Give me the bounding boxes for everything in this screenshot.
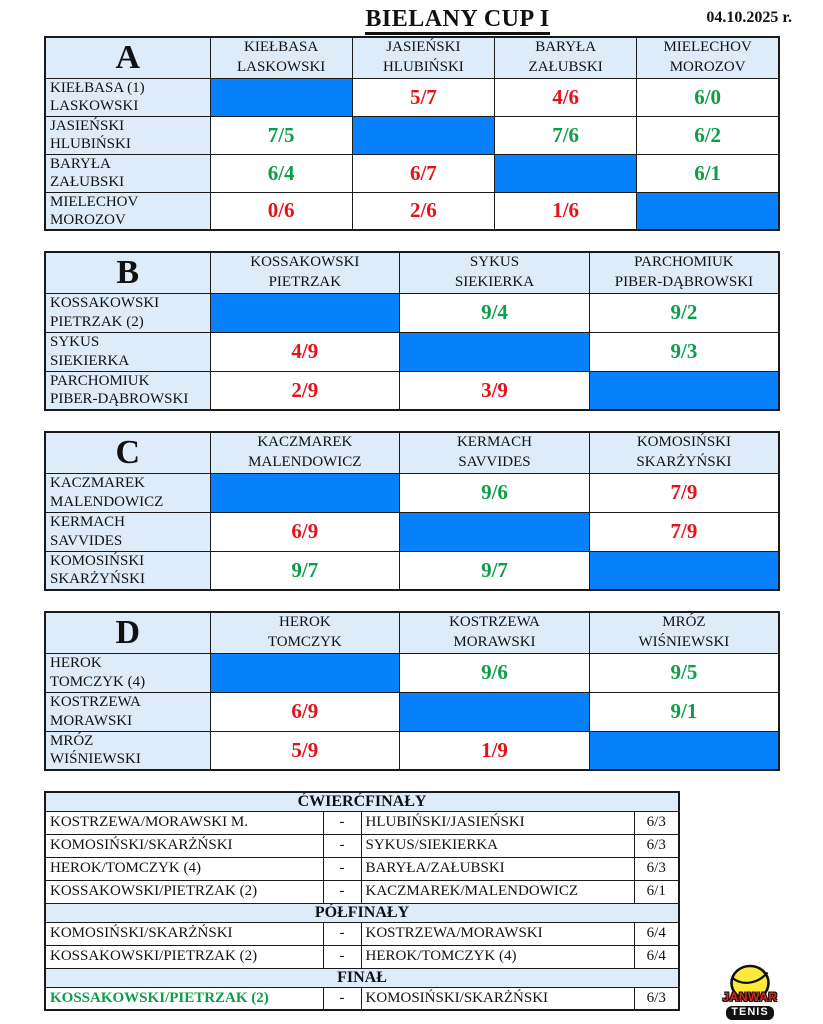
score-cell: 5/9 bbox=[210, 731, 400, 770]
group-data-row bbox=[45, 731, 779, 770]
group-data-row bbox=[45, 512, 779, 551]
group-header-row bbox=[45, 37, 779, 78]
match-left-team: KOSSAKOWSKI/PIETRZAK (2) bbox=[45, 880, 323, 903]
player-name-line: HEROK bbox=[50, 655, 102, 672]
group-table-A bbox=[44, 36, 780, 231]
score-cell: 4/6 bbox=[495, 78, 637, 116]
group-data-row bbox=[45, 116, 779, 154]
opponent-name-line: HLUBIŃSKI bbox=[382, 58, 464, 75]
match-right-team: KACZMAREK/MALENDOWICZ bbox=[361, 880, 634, 903]
score-cell: 2/9 bbox=[210, 371, 400, 410]
opponent-name-line: KIEŁBASA bbox=[244, 39, 319, 56]
opponent-header bbox=[352, 37, 494, 78]
player-row-label bbox=[45, 371, 210, 410]
opponent-name-line: SAVVIDES bbox=[458, 453, 531, 470]
score-cell: 9/7 bbox=[400, 551, 590, 590]
group-letter: A bbox=[45, 37, 210, 78]
player-name-line: KACZMAREK bbox=[50, 475, 146, 492]
player-name-line: LASKOWSKI bbox=[50, 98, 139, 114]
score-cell: 9/6 bbox=[400, 653, 590, 692]
score-cell: 7/5 bbox=[210, 116, 352, 154]
score-cell: 4/9 bbox=[210, 332, 400, 371]
group-header-row bbox=[45, 252, 779, 293]
opponent-name-line: PARCHOMIUK bbox=[634, 254, 734, 271]
player-name-line: HLUBIŃSKI bbox=[50, 136, 131, 152]
group-data-row bbox=[45, 293, 779, 332]
match-separator: - bbox=[323, 987, 361, 1010]
player-row-label bbox=[45, 293, 210, 332]
player-name-line: SKARŻYŃSKI bbox=[50, 571, 146, 588]
opponent-header bbox=[210, 612, 400, 653]
header bbox=[0, 0, 823, 36]
opponent-name-line: KOMOSIŃSKI bbox=[636, 434, 731, 451]
player-row-label bbox=[45, 653, 210, 692]
player-name-line: KERMACH bbox=[50, 514, 126, 531]
match-separator: - bbox=[323, 880, 361, 903]
group-data-row bbox=[45, 473, 779, 512]
diagonal-cell bbox=[400, 332, 590, 371]
logo-text-janwar: JANWAR bbox=[722, 990, 778, 1004]
opponent-header bbox=[400, 612, 590, 653]
opponent-header bbox=[589, 612, 779, 653]
opponent-header bbox=[210, 432, 400, 473]
opponent-name-line: PIBER-DĄBROWSKI bbox=[614, 273, 754, 290]
opponent-name-line: KACZMAREK bbox=[257, 434, 353, 451]
player-name-line: KOMOSIŃSKI bbox=[50, 553, 145, 570]
opponent-name-line: HEROK bbox=[278, 614, 331, 631]
player-row-label bbox=[45, 192, 210, 230]
playoff-match-row bbox=[45, 880, 679, 903]
opponent-name-line: SYKUS bbox=[469, 254, 520, 271]
playoff-match-row bbox=[45, 811, 679, 834]
player-name-line: WIŚNIEWSKI bbox=[50, 751, 141, 768]
playoff-body bbox=[45, 792, 679, 1010]
match-left-team: HEROK/TOMCZYK (4) bbox=[45, 857, 323, 880]
playoff-section-title: FINAŁ bbox=[45, 968, 679, 987]
opponent-name-line: MALENDOWICZ bbox=[248, 453, 362, 470]
score-cell: 6/0 bbox=[637, 78, 779, 116]
tournament-date: 04.10.2025 r. bbox=[706, 9, 792, 26]
match-left-team: KOSSAKOWSKI/PIETRZAK (2) bbox=[45, 945, 323, 968]
score-cell: 5/7 bbox=[352, 78, 494, 116]
player-name-line: TOMCZYK (4) bbox=[50, 673, 146, 690]
diagonal-cell bbox=[589, 371, 779, 410]
player-row-label bbox=[45, 731, 210, 770]
group-data-row bbox=[45, 154, 779, 192]
player-name-line: PARCHOMIUK bbox=[50, 373, 150, 390]
logo bbox=[718, 964, 782, 1020]
match-score: 6/3 bbox=[634, 811, 679, 834]
diagonal-cell bbox=[400, 692, 590, 731]
match-separator: - bbox=[323, 811, 361, 834]
match-right-team: BARYŁA/ZAŁUBSKI bbox=[361, 857, 634, 880]
opponent-header bbox=[637, 37, 779, 78]
match-separator: - bbox=[323, 945, 361, 968]
group-tables bbox=[44, 36, 780, 771]
player-row-label bbox=[45, 512, 210, 551]
match-right-team: HLUBIŃSKI/JASIEŃSKI bbox=[361, 811, 634, 834]
player-row-label bbox=[45, 78, 210, 116]
diagonal-cell bbox=[495, 154, 637, 192]
player-name-line: MOROZOV bbox=[50, 211, 126, 228]
diagonal-cell bbox=[210, 653, 400, 692]
match-right-team: KOMOSIŃSKI/SKARŻŃSKI bbox=[361, 987, 634, 1010]
group-data-row bbox=[45, 692, 779, 731]
player-name-line: SYKUS bbox=[50, 334, 100, 351]
score-cell: 6/4 bbox=[210, 154, 352, 192]
match-left-team: KOMOSIŃSKI/SKARŻŃSKI bbox=[45, 834, 323, 857]
player-name-line: MORAWSKI bbox=[50, 712, 133, 729]
opponent-name-line: KOSSAKOWSKI bbox=[250, 254, 360, 271]
score-cell: 9/5 bbox=[589, 653, 779, 692]
opponent-name-line: MIELECHOV bbox=[663, 39, 752, 56]
player-name-line: KOSTRZEWA bbox=[50, 694, 141, 711]
opponent-name-line: MOROZOV bbox=[669, 58, 746, 75]
player-name-line: KOSSAKOWSKI bbox=[50, 295, 160, 312]
score-cell: 0/6 bbox=[210, 192, 352, 230]
opponent-name-line: ZAŁUBSKI bbox=[528, 58, 603, 75]
opponent-name-line: SKARŻYŃSKI bbox=[636, 453, 732, 470]
opponent-header bbox=[210, 37, 352, 78]
match-score: 6/4 bbox=[634, 945, 679, 968]
diagonal-cell bbox=[352, 116, 494, 154]
score-cell: 6/9 bbox=[210, 692, 400, 731]
player-row-label bbox=[45, 332, 210, 371]
playoff-section-header-row bbox=[45, 792, 679, 811]
score-cell: 6/9 bbox=[210, 512, 400, 551]
diagonal-cell bbox=[210, 473, 400, 512]
opponent-name-line: PIETRZAK bbox=[268, 273, 342, 290]
score-cell: 9/6 bbox=[400, 473, 590, 512]
playoff-section-title: ĆWIERĆFINAŁY bbox=[45, 792, 679, 811]
group-table-C bbox=[44, 431, 780, 591]
diagonal-cell bbox=[400, 512, 590, 551]
opponent-name-line: MORAWSKI bbox=[453, 633, 536, 650]
diagonal-cell bbox=[210, 78, 352, 116]
playoff-table bbox=[44, 791, 680, 1011]
match-right-team: SYKUS/SIEKIERKA bbox=[361, 834, 634, 857]
opponent-name-line: TOMCZYK bbox=[267, 633, 342, 650]
group-data-row bbox=[45, 78, 779, 116]
playoff-match-row bbox=[45, 834, 679, 857]
score-cell: 6/1 bbox=[637, 154, 779, 192]
playoff-section-header-row bbox=[45, 968, 679, 987]
playoff-match-row bbox=[45, 987, 679, 1010]
player-name-line: ZAŁUBSKI bbox=[50, 174, 125, 190]
player-row-label bbox=[45, 154, 210, 192]
group-letter: B bbox=[45, 252, 210, 293]
score-cell: 9/2 bbox=[589, 293, 779, 332]
match-score: 6/4 bbox=[634, 922, 679, 945]
player-name-line: PIBER-DĄBROWSKI bbox=[50, 391, 189, 408]
score-cell: 3/9 bbox=[400, 371, 590, 410]
diagonal-cell bbox=[589, 551, 779, 590]
opponent-header bbox=[400, 252, 590, 293]
opponent-header bbox=[495, 37, 637, 78]
playoff-match-row bbox=[45, 945, 679, 968]
score-cell: 6/2 bbox=[637, 116, 779, 154]
match-score: 6/3 bbox=[634, 987, 679, 1010]
group-data-row bbox=[45, 332, 779, 371]
group-table-B bbox=[44, 251, 780, 411]
match-right-team: KOSTRZEWA/MORAWSKI bbox=[361, 922, 634, 945]
match-separator: - bbox=[323, 922, 361, 945]
group-table-D bbox=[44, 611, 780, 771]
diagonal-cell bbox=[210, 293, 400, 332]
match-score: 6/1 bbox=[634, 880, 679, 903]
group-letter: C bbox=[45, 432, 210, 473]
player-row-label bbox=[45, 692, 210, 731]
group-header-row bbox=[45, 432, 779, 473]
player-name-line: SAVVIDES bbox=[50, 532, 123, 549]
score-cell: 1/9 bbox=[400, 731, 590, 770]
match-score: 6/3 bbox=[634, 834, 679, 857]
playoff-section-title: PÓŁFINAŁY bbox=[45, 903, 679, 922]
opponent-name-line: WIŚNIEWSKI bbox=[638, 633, 730, 650]
score-cell: 2/6 bbox=[352, 192, 494, 230]
opponent-name-line: LASKOWSKI bbox=[236, 58, 326, 75]
opponent-name-line: MRÓZ bbox=[662, 614, 706, 631]
match-right-team: HEROK/TOMCZYK (4) bbox=[361, 945, 634, 968]
player-name-line: PIETRZAK (2) bbox=[50, 313, 144, 330]
player-name-line: MRÓZ bbox=[50, 733, 94, 750]
match-separator: - bbox=[323, 857, 361, 880]
match-separator: - bbox=[323, 834, 361, 857]
score-cell: 7/9 bbox=[589, 512, 779, 551]
match-left-team: KOSTRZEWA/MORAWSKI M. bbox=[45, 811, 323, 834]
playoff-match-row bbox=[45, 922, 679, 945]
match-left-team: KOMOSIŃSKI/SKARŻŃSKI bbox=[45, 922, 323, 945]
opponent-header bbox=[589, 432, 779, 473]
group-data-row bbox=[45, 653, 779, 692]
score-cell: 7/6 bbox=[495, 116, 637, 154]
diagonal-cell bbox=[637, 192, 779, 230]
group-letter: D bbox=[45, 612, 210, 653]
match-score: 6/3 bbox=[634, 857, 679, 880]
opponent-name-line: BARYŁA bbox=[535, 39, 597, 56]
score-cell: 7/9 bbox=[589, 473, 779, 512]
page-title: BIELANY CUP I bbox=[365, 7, 549, 35]
opponent-header bbox=[400, 432, 590, 473]
score-cell: 1/6 bbox=[495, 192, 637, 230]
opponent-name-line: KERMACH bbox=[456, 434, 532, 451]
score-cell: 9/1 bbox=[589, 692, 779, 731]
group-data-row bbox=[45, 192, 779, 230]
opponent-header bbox=[589, 252, 779, 293]
score-cell: 6/7 bbox=[352, 154, 494, 192]
opponent-header bbox=[210, 252, 400, 293]
score-cell: 9/4 bbox=[400, 293, 590, 332]
playoff-match-row bbox=[45, 857, 679, 880]
diagonal-cell bbox=[589, 731, 779, 770]
player-row-label bbox=[45, 116, 210, 154]
player-name-line: MIELECHOV bbox=[50, 193, 139, 210]
opponent-name-line: SIEKIERKA bbox=[454, 273, 535, 290]
player-name-line: KIEŁBASA (1) bbox=[50, 79, 145, 96]
player-row-label bbox=[45, 551, 210, 590]
playoff-section-header-row bbox=[45, 903, 679, 922]
match-left-team: KOSSAKOWSKI/PIETRZAK (2) bbox=[45, 987, 323, 1010]
player-name-line: JASIEŃSKI bbox=[50, 117, 125, 134]
content bbox=[44, 36, 780, 1011]
player-name-line: SIEKIERKA bbox=[50, 352, 130, 369]
player-name-line: BARYŁA bbox=[50, 155, 111, 172]
score-cell: 9/3 bbox=[589, 332, 779, 371]
logo-text-tenis: TENIS bbox=[726, 1006, 773, 1020]
player-name-line: MALENDOWICZ bbox=[50, 493, 164, 510]
group-data-row bbox=[45, 371, 779, 410]
opponent-name-line: KOSTRZEWA bbox=[449, 614, 540, 631]
group-data-row bbox=[45, 551, 779, 590]
player-row-label bbox=[45, 473, 210, 512]
group-header-row bbox=[45, 612, 779, 653]
opponent-name-line: JASIEŃSKI bbox=[386, 39, 461, 56]
score-cell: 9/7 bbox=[210, 551, 400, 590]
